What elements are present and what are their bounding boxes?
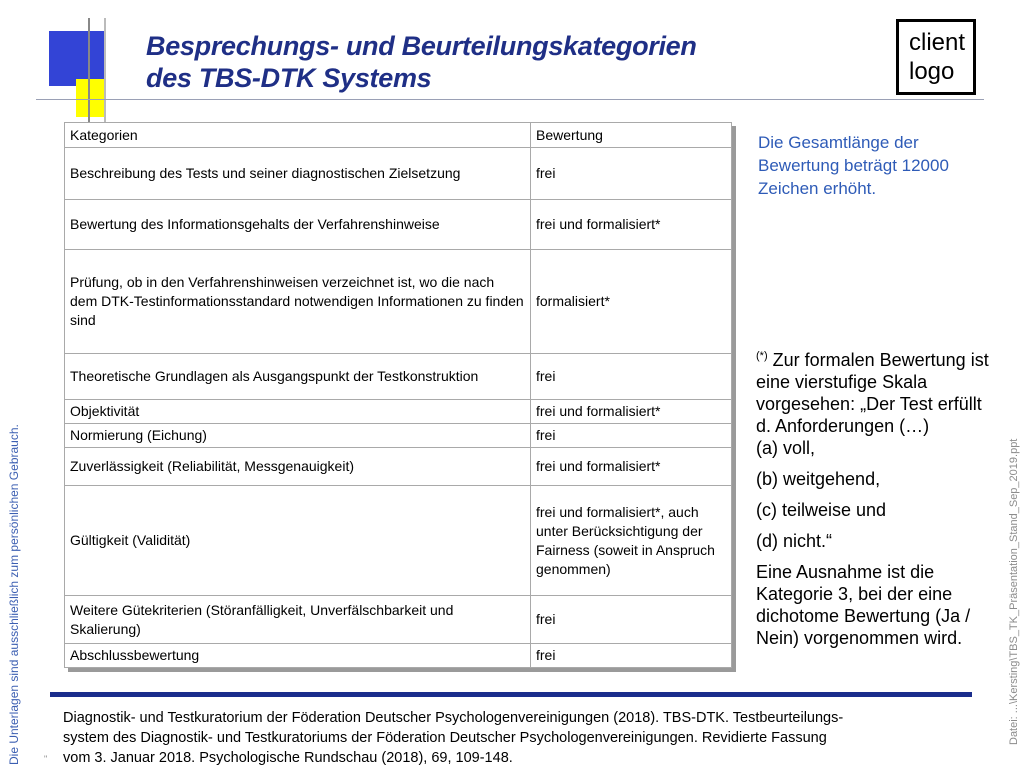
cell-kategorie: Zuverlässigkeit (Reliabilität, Messgenauigkeit) [65,448,531,486]
deco-square-yellow [76,79,104,117]
scale-level-b: (b) weitgehend, [756,469,881,489]
table-row [65,148,732,200]
cell-kategorie: Objektivität [65,400,531,424]
cell-kategorie: Bewertung des Informationsgehalts der Verfahrenshinweise [65,200,531,250]
deco-horizontal-line [36,99,984,100]
length-note: Die Gesamtlänge der Bewertung beträgt 12000 Zeichen erhöht. [758,133,949,198]
deco-vertical-line [88,18,90,126]
footnote-marker: (*) [756,350,768,362]
categories-table [64,122,732,668]
cell-bewertung: frei [531,644,732,668]
cell-bewertung: formalisiert* [531,250,732,354]
reference-line-2: system des Diagnostik- und Testkuratoriums der Föderation Deutscher Psychologenvereinigungen. Revidierte Fassung [63,730,827,746]
scale-level-d: (d) nicht.“ [756,531,833,551]
cell-bewertung: frei [531,596,732,644]
cell-kategorie: Gültigkeit (Validität) [65,486,531,596]
page-mark: " [44,754,48,764]
source-reference [63,708,983,768]
scale-level-a: (a) voll, [756,438,816,458]
title-line-2: des TBS-DTK Systems [146,63,432,93]
exception-note: Eine Ausnahme ist die Kategorie 3, bei der eine dichotome Bewertung (Ja / Nein) vorgenommen wird. [756,562,971,648]
logo-line-2: logo [909,58,955,85]
title-line-1: Besprechungs- und Beurteilungskategorien [146,31,697,61]
table-row [65,448,732,486]
reference-line-3: vom 3. Januar 2018. Psychologische Rundschau (2018), 69, 109-148. [63,750,513,766]
table-row [65,486,732,596]
cell-bewertung: frei und formalisiert*, auch unter Berücksichtigung der Fairness (soweit in Anspruch genommen) [531,486,732,596]
table-row [65,644,732,668]
cell-bewertung: frei [531,354,732,400]
table-header-row [65,123,732,148]
logo-line-1: client [909,29,966,56]
rating-scale-note [756,345,1001,649]
table-row [65,424,732,448]
cell-kategorie: Weitere Gütekriterien (Störanfälligkeit, Unverfälschbarkeit und Skalierung) [65,596,531,644]
table-row [65,354,732,400]
cell-bewertung: frei [531,148,732,200]
file-path: Datei: ...\Kersting\TBS_TK_Präsentation_Stand_Sep_2019.ppt [1008,438,1020,745]
table-row [65,596,732,644]
reference-line-1: Diagnostik- und Testkuratorium der Föderation Deutscher Psychologenvereinigungen (2018). TBS-DTK. Testbeurteilungs- [63,710,844,726]
cell-bewertung: frei und formalisiert* [531,200,732,250]
scale-intro [756,345,1001,437]
scale-intro-text: Zur formalen Bewertung ist eine vierstufige Skala vorgesehen: „Der Test erfüllt d. Anforderungen (…) [756,350,989,436]
footer-rule [50,692,972,697]
usage-disclaimer: Die Unterlagen sind ausschließlich zum persönlichen Gebrauch. [7,424,21,765]
table-row [65,400,732,424]
header-bewertung: Bewertung [531,123,732,148]
cell-bewertung: frei [531,424,732,448]
header-kategorien: Kategorien [65,123,531,148]
cell-bewertung: frei und formalisiert* [531,400,732,424]
table-row [65,250,732,354]
scale-level-c: (c) teilweise und [756,500,887,520]
cell-kategorie: Prüfung, ob in den Verfahrenshinweisen verzeichnet ist, wo die nach dem DTK-Testinformationsstandard notwendigen Informationen zu finden sind [65,250,531,354]
cell-kategorie: Beschreibung des Tests und seiner diagnostischen Zielsetzung [65,148,531,200]
cell-kategorie: Normierung (Eichung) [65,424,531,448]
cell-bewertung: frei und formalisiert* [531,448,732,486]
cell-kategorie: Abschlussbewertung [65,644,531,668]
deco-vertical-line-2 [104,18,106,126]
cell-kategorie: Theoretische Grundlagen als Ausgangspunkt der Testkonstruktion [65,354,531,400]
client-logo [896,19,976,95]
deco-square-blue [49,31,105,86]
slide-title [146,30,846,94]
table-row [65,200,732,250]
